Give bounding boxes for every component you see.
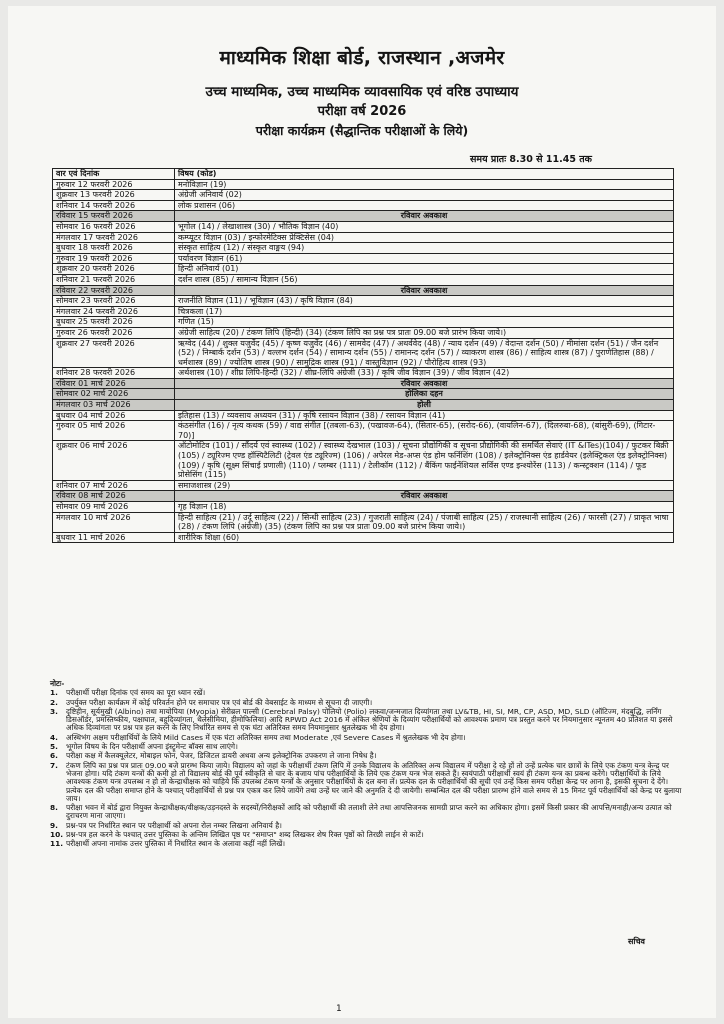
table-row bbox=[52, 512, 674, 532]
note-item bbox=[50, 734, 682, 742]
note-text: भूगोल विषय के दिन परीक्षार्थी अपना इंस्ट्रूमेन्ट बॉक्स साथ लाएंगे। bbox=[66, 742, 238, 752]
date-cell: मंगलवार 24 फरवरी 2026 bbox=[53, 307, 175, 317]
note-text: प्रश्न-पत्र पर निर्धारित स्थान पर परीक्षार्थी को अपना रोल नम्बर लिखना अनिवार्य है। bbox=[66, 820, 282, 830]
subject-cell: अंग्रेजी अनिवार्य (02) bbox=[178, 190, 242, 200]
subject-cell: हिन्दी साहित्य (21) / उर्दू साहित्य (22) / सिन्धी साहित्य (23) / गुजराती साहित्य (24) / पंजाबी साहित्य (25) / राजस्थानी साहित्य (26) / फारसी (27) / प्राकृत भाषा (28) / टंकण लिपि (अंग्रेजी) (35) (टंकण लिपि का प्रश्न पत्र प्रातः 09.00 बजे प्रारंभ किया जाये।) bbox=[178, 512, 669, 532]
date-cell: रविवार 22 फरवरी 2026 bbox=[53, 286, 175, 296]
date-cell: बुधवार 11 मार्च 2026 bbox=[53, 533, 175, 543]
table-row bbox=[52, 274, 674, 285]
note-item bbox=[50, 831, 682, 839]
table-row bbox=[52, 306, 674, 317]
note-text: अस्थिभंग अक्षम परीक्षार्थियों के लिये Mild Cases में एक घंटा अतिरिक्त समय तथा Moderate ,एवं Severe Cases में श्रुतलेखक भी देय होगा। bbox=[66, 732, 466, 742]
subject-cell: दर्शन शास्त्र (85) / सामान्य विज्ञान (56) bbox=[178, 274, 298, 284]
subject-cell: ऋग्वेद (44) / शुक्ल यजुर्वेद (45) / कृष्ण यजुर्वेद (46) / सामवेद (47) / अथर्ववेद (48) / न्याय दर्शन (49) / वेदान्त दर्शन (50) / मीमांसा दर्शन (51) / जैन दर्शन (52) / निम्बार्क दर्शन (53) / वल्लभ दर्शन (54) / सामान्य दर्शन (55) / रामानन्द दर्शन (57) / व्याकरण शास्त्र (86) / साहित्य शास्त्र (87) / पुराणेतिहास (88) / धर्मशास्त्र (89) / ज्योतिष शास्त्र (90) / सामुद्रिक शास्त्र (91) / वास्तुविज्ञान (92) / पौरोहित्य शास्त्र (93) bbox=[178, 338, 659, 367]
date-cell: बुधवार 18 फरवरी 2026 bbox=[53, 243, 175, 253]
table-row bbox=[52, 263, 674, 274]
subject-cell: चित्रकला (17) bbox=[178, 306, 223, 316]
subject-cell: गणित (15) bbox=[178, 317, 214, 327]
subject-cell: अर्थशास्त्र (10) / शीघ्र लिपि-हिन्दी (32) / शीघ्र-लिपि अंग्रेजी (33) / कृषि जीव विज्ञान (39) / जीव विज्ञान (42) bbox=[178, 368, 510, 378]
note-item bbox=[50, 699, 682, 707]
note-item bbox=[50, 822, 682, 830]
note-text: परीक्षार्थी परीक्षा दिनांक एवं समय का पूरा ध्यान रखें। bbox=[66, 688, 206, 698]
date-cell: गुरुवार 05 मार्च 2026 bbox=[53, 421, 175, 440]
subject-cell: राजनीति विज्ञान (11) / भूविज्ञान (43) / कृषि विज्ञान (84) bbox=[178, 296, 353, 306]
table-row bbox=[52, 440, 674, 479]
table-row bbox=[52, 285, 674, 296]
notes-list bbox=[50, 689, 682, 848]
table-row bbox=[52, 378, 674, 389]
date-cell: बुधवार 04 मार्च 2026 bbox=[53, 411, 175, 421]
note-text: परीक्षार्थी अपना नामांक उत्तर पुस्तिका में निर्धारित स्थान के अलावा कहीं नहीं लिखें। bbox=[66, 839, 286, 849]
subject-cell: पर्यावरण विज्ञान (61) bbox=[178, 253, 243, 263]
note-item bbox=[50, 752, 682, 760]
subject-cell: होली bbox=[417, 400, 431, 410]
note-text: परीक्षा कक्ष में कैलक्यूलेटर, मोबाइल फोन, पेजर, डिजिटल डायरी अथवा अन्य इलेक्ट्रोनिक उपकरण ले जाना निषेध है। bbox=[66, 751, 377, 761]
note-text: उपर्युक्त परीक्षा कार्यक्रम में कोई परिवर्तन होने पर समाचार पत्र एवं बोर्ड की वेबसाईट के माध्यम से सूचना दी जाएगी। bbox=[66, 697, 373, 707]
table-row bbox=[52, 210, 674, 221]
table-row bbox=[52, 200, 674, 211]
table-row bbox=[52, 480, 674, 491]
subject-cell: रविवार अवकाश bbox=[400, 285, 448, 295]
board-title: माध्यमिक शिक्षा बोर्ड, राजस्थान ,अजमेर bbox=[219, 47, 505, 69]
date-cell: मंगलवार 03 मार्च 2026 bbox=[53, 400, 175, 410]
note-number: 4. bbox=[50, 732, 58, 742]
note-number: 8. bbox=[50, 803, 58, 813]
note-item bbox=[50, 708, 682, 733]
table-row bbox=[52, 179, 674, 190]
subject-cell: रविवार अवकाश bbox=[400, 378, 448, 388]
date-cell: शनिवार 07 मार्च 2026 bbox=[53, 481, 175, 491]
note-item bbox=[50, 804, 682, 821]
schedule-table bbox=[52, 168, 674, 543]
date-cell: मंगलवार 17 फरवरी 2026 bbox=[53, 233, 175, 243]
exam-title: उच्च माध्यमिक, उच्च माध्यमिक व्यावसायिक एवं वरिष्ठ उपाध्याय bbox=[205, 84, 519, 100]
subject-cell: गृह विज्ञान (18) bbox=[178, 502, 227, 511]
subject-cell: रविवार अवकाश bbox=[400, 491, 448, 501]
date-cell: सोमवार 23 फरवरी 2026 bbox=[53, 296, 175, 306]
subject-cell: संस्कृत साहित्य (12) / संस्कृत वाङ्मय (94) bbox=[178, 243, 305, 253]
subject-cell: अंग्रेजी साहित्य (20) / टंकण लिपि (हिन्दी) (34) (टंकण लिपि का प्रश्न पत्र प्रातः 09.00 बजे प्रारंभ किया जाये।) bbox=[178, 327, 507, 337]
date-cell: रविवार 08 मार्च 2026 bbox=[53, 491, 175, 501]
table-row bbox=[52, 327, 674, 338]
date-cell: शनिवार 21 फरवरी 2026 bbox=[53, 275, 175, 285]
subject-cell: हिन्दी अनिवार्य (01) bbox=[178, 264, 239, 274]
table-row bbox=[52, 420, 674, 440]
signature: सचिव bbox=[628, 937, 646, 946]
table-row bbox=[52, 338, 674, 368]
notes-title: नोटः- bbox=[50, 679, 65, 688]
note-text: दृष्टिहीन, सूर्यमुखी (Albino) तथा मायोपिया (Myopia) सेरीब्रल पाल्सी (Cerebral Palsy) पोलियो (Polio) लकवा/जन्मजात दिव्यांगता तथा LV&TB, HI, SI, MR, CP, ASD, MD, SLD (ऑटिज्म, मंदबुद्धि, लर्निंग डिसऑर्डर, प्रमस्तिष्कीय, पक्षाघात, बहुदिव्यांगता, थैलेसीमिया, हीमोफिलिया) आदि RPWD Act 2016 में अंकित श्रेणियों के दिव्यांग परीक्षार्थियों को आवश्यक प्रमाण पत्र प्रस्तुत करने पर नियमानुसार न्यूनतम 40 प्रतिशत या इससे अधिक दिव्यांगता पर प्रश्न पत्र हल करने के लिए निर्धारित समय से एक घंटा अतिरिक्त समय नियमानुसार श्रुतलेखक भी देय होगा। bbox=[66, 706, 673, 733]
date-cell: बुधवार 25 फरवरी 2026 bbox=[53, 317, 175, 327]
subject-cell: भूगोल (14) / लेखाशास्त्र (30) / भौतिक विज्ञान (40) bbox=[178, 221, 339, 231]
table-row bbox=[52, 253, 674, 264]
table-row bbox=[52, 242, 674, 253]
table-row bbox=[52, 221, 674, 232]
note-item bbox=[50, 762, 682, 803]
date-cell: रविवार 01 मार्च 2026 bbox=[53, 379, 175, 389]
note-item bbox=[50, 689, 682, 697]
note-number: 3. bbox=[50, 706, 58, 716]
table-row bbox=[52, 189, 674, 200]
table-row bbox=[52, 388, 674, 399]
date-cell: शुक्रवार 13 फरवरी 2026 bbox=[53, 190, 175, 200]
date-cell: शुक्रवार 06 मार्च 2026 bbox=[53, 441, 175, 479]
table-header-row bbox=[52, 168, 674, 179]
table-row bbox=[52, 295, 674, 306]
exam-year: परीक्षा वर्ष 2026 bbox=[317, 104, 407, 119]
subject-cell: शारीरिक शिक्षा (60) bbox=[178, 532, 240, 542]
program-title: परीक्षा कार्यक्रम (सैद्धान्तिक परीक्षाओं के लिये) bbox=[255, 123, 469, 138]
notes-section bbox=[50, 680, 682, 850]
date-cell: शनिवार 14 फरवरी 2026 bbox=[53, 201, 175, 211]
subject-cell: समाजशास्त्र (29) bbox=[178, 480, 231, 490]
date-cell: शुक्रवार 27 फरवरी 2026 bbox=[53, 339, 175, 368]
subject-cell: होलिका दहन bbox=[405, 389, 443, 399]
note-item bbox=[50, 743, 682, 751]
subject-cell: ऑटोमोटिव (101) / सौंदर्य एवं स्वास्थ्य (102) / स्वास्थ्य देखभाल (103) / सूचना प्रौद्योगिकी व सूचना प्रौद्योगिकी की समर्थित सेवाएं (IT &ITes)(104) / फुटकर बिक्री (105) / ट्यूरिज्म एण्ड हॉस्पिटैलिटी (ट्रेवल एंड ट्यूरिज्म) (106) / अपेरल मेड-अप्स एंड होम फर्निशिंग (108) / इलेक्ट्रोनिक्स एंड हार्डवेयर (इलेक्ट्रिकल एंड इलेक्ट्रोनिक्स) (109) / कृषि (सूक्ष्म सिंचाई प्रणाली) (110) / प्लम्बर (111) / टेलीकॉम (112) / बैंकिंग फाईनेंशियल सर्विस एण्ड इन्श्योरेंस (113) / कन्स्ट्रक्शन (114) / फूड प्रोसेसिंग (115) bbox=[178, 441, 669, 480]
subject-cell: इतिहास (13) / व्यवसाय अध्ययन (31) / कृषि रसायन विज्ञान (38) / रसायन विज्ञान (41) bbox=[178, 410, 446, 420]
date-cell: सोमवार 16 फरवरी 2026 bbox=[53, 222, 175, 232]
subject-cell: रविवार अवकाश bbox=[400, 211, 448, 221]
table-row bbox=[52, 532, 674, 544]
table-row bbox=[52, 399, 674, 410]
date-cell: गुरुवार 12 फरवरी 2026 bbox=[53, 180, 175, 190]
date-cell: सोमवार 02 मार्च 2026 bbox=[53, 389, 175, 399]
date-cell: शुक्रवार 20 फरवरी 2026 bbox=[53, 264, 175, 274]
date-cell: गुरुवार 26 फरवरी 2026 bbox=[53, 328, 175, 338]
subject-cell: मनोविज्ञान (19) bbox=[178, 179, 227, 189]
note-text: टंकण लिपि का प्रश्न पत्र प्रातः 09.00 बजे प्रारम्भ किया जाये। विद्यालय को जहां के परीक्षार्थी टंकण लिपि में उनके विद्यालय के अतिरिक्त अन्य विद्यालय में परीक्षा दे रहे हों तो उन्हें प्रत्येक चार छात्रों के लिये एक टंकण यन्त्र केन्द्र पर भेजना होगा। यदि टंकण यन्त्रों की कमी हो तो विद्यालय बोर्ड की पूर्व स्वीकृति से चार के बजाय पांच परीक्षार्थियों के लिये एक टंकण यन्त्र भेज सकते हैं। स्वयंपाठी परीक्षार्थी स्वयं ही टंकण यन्त्र का प्रबन्ध करेंगे। परीक्षार्थियों के लिये आवश्यक टंकण यन्त्र उपलब्ध न हो तो केन्द्राधीक्षक को चाहिये कि उपलब्ध टंकण यन्त्रों के अनुसार परीक्षार्थियों के दल बना लें। प्रत्येक दल के परीक्षार्थियों की सूची एवं उन्हें किस समय परीक्षा केन्द्र पर आना है, इसकी सूचना दे देंगे। प्रत्येक दल की परीक्षा समाप्त होने के पश्चात् परीक्षार्थियों से प्रश्न पत्र एकत्र कर लिये जायेंगे तथा उन्हें घर जाने की अनुमति दे दी जायेगी। सम्बन्धित दल की परीक्षा प्रारम्भ होने वाले समय से 15 मिनट पूर्व परीक्षार्थियों को केन्द्र पर बुलाया जाय। bbox=[66, 760, 682, 803]
note-number: 7. bbox=[50, 760, 58, 770]
date-cell: वार एवं दिनांक bbox=[53, 169, 175, 179]
note-text: परीक्षा भवन में बोर्ड द्वारा नियुक्त केन्द्राधीक्षक/वीक्षक/उड़नदस्ते के सदस्यों/निरीक्षकों आदि को परीक्षार्थी की तलाशी लेने तथा आपत्तिजनक सामग्री प्राप्त करने का अधिकार होगा। इसमें किसी प्रकार की आपत्ति/मनाही/अन्य उत्पात को दुराचरण माना जाएगा। bbox=[66, 803, 672, 821]
note-number: 9. bbox=[50, 820, 58, 830]
date-cell: शनिवार 28 फरवरी 2026 bbox=[53, 368, 175, 378]
subject-cell: कम्प्यूटर विज्ञान (03) / इन्फोरमेटिक्स प्रेक्टिसेस (04) bbox=[178, 232, 335, 242]
exam-time: समय प्रातः 8.30 से 11.45 तक bbox=[470, 154, 592, 165]
note-number: 6. bbox=[50, 751, 58, 761]
table-row bbox=[52, 316, 674, 327]
date-cell: रविवार 15 फरवरी 2026 bbox=[53, 211, 175, 221]
date-cell: मंगलवार 10 मार्च 2026 bbox=[53, 513, 175, 532]
note-number: 10. bbox=[50, 830, 64, 840]
table-row bbox=[52, 410, 674, 421]
table-row bbox=[52, 367, 674, 378]
table-row bbox=[52, 232, 674, 243]
subject-cell: विषय (कोड) bbox=[178, 169, 217, 178]
note-number: 11. bbox=[50, 839, 64, 849]
table-row bbox=[52, 501, 674, 512]
note-text: प्रश्न-पत्र हल करने के पश्चात् उत्तर पुस्तिका के अन्तिम लिखित पृष्ठ पर "समाप्त" शब्द लिखकर शेष रिक्त पृष्ठों को तिरछी लाईन से काटें। bbox=[66, 830, 424, 840]
subject-cell: कंठसंगीत (16) / नृत्य कथक (59) / वाद्य संगीत [(तबला-63), (पखावज-64), (सितार-65), (सरोद-66), (वायलिन-67), (दिलरुबा-68), (बांसुरी-69), (गिटार- 70)] bbox=[178, 421, 656, 440]
table-row bbox=[52, 490, 674, 501]
page-number: 1 bbox=[336, 1004, 342, 1014]
subject-cell: लोक प्रशासन (06) bbox=[178, 200, 236, 210]
note-number: 2. bbox=[50, 697, 58, 707]
note-number: 5. bbox=[50, 742, 58, 752]
date-cell: सोमवार 09 मार्च 2026 bbox=[53, 502, 175, 512]
date-cell: गुरुवार 19 फरवरी 2026 bbox=[53, 254, 175, 264]
note-item bbox=[50, 840, 682, 848]
note-number: 1. bbox=[50, 688, 58, 698]
